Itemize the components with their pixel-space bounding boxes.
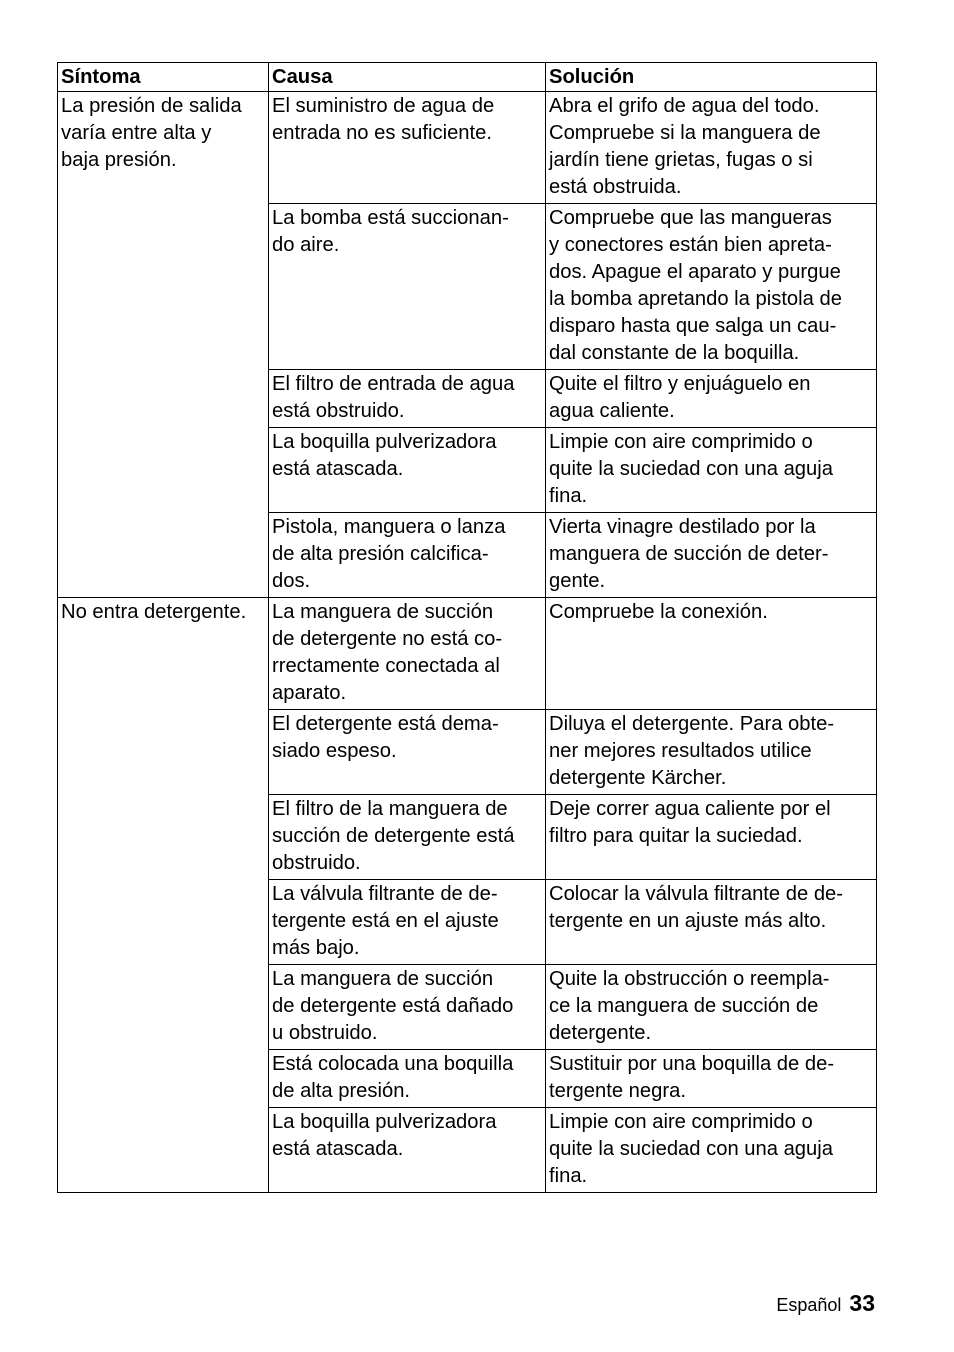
symptom-cell: No entra detergente. [58, 598, 269, 1193]
cause-cell: La válvula filtrante de de- tergente está en el ajuste más bajo. [269, 880, 546, 965]
table-row [58, 598, 877, 710]
cause-cell: La manguera de succión de detergente no está co- rrectamente conectada al aparato. [269, 598, 546, 710]
solution-cell: Colocar la válvula filtrante de de- tergente en un ajuste más alto. [546, 880, 877, 965]
cause-cell: Pistola, manguera o lanza de alta presión calcifica- dos. [269, 513, 546, 598]
page-footer [776, 1290, 875, 1322]
solution-cell: Limpie con aire comprimido o quite la suciedad con una aguja fina. [546, 428, 877, 513]
cause-cell: El detergente está dema- siado espeso. [269, 710, 546, 795]
header-solution: Solución [546, 63, 877, 92]
header-symptom: Síntoma [58, 63, 269, 92]
solution-cell: Diluya el detergente. Para obte- ner mejores resultados utilice detergente Kärcher. [546, 710, 877, 795]
symptom-cell: La presión de salida varía entre alta y baja presión. [58, 92, 269, 598]
cause-cell: La bomba está succionan- do aire. [269, 204, 546, 370]
troubleshooting-table [57, 62, 877, 1193]
cause-cell: La boquilla pulverizadora está atascada. [269, 1108, 546, 1193]
solution-cell: Compruebe que las mangueras y conectores están bien apreta- dos. Apague el aparato y purgue la bomba apretando la pistola de disparo hasta que salga un cau- dal constante de la boquilla. [546, 204, 877, 370]
solution-cell: Sustituir por una boquilla de de- tergente negra. [546, 1050, 877, 1108]
solution-cell: Limpie con aire comprimido o quite la suciedad con una aguja fina. [546, 1108, 877, 1193]
solution-cell: Vierta vinagre destilado por la manguera de succión de deter- gente. [546, 513, 877, 598]
page-number: 33 [849, 1290, 875, 1316]
cause-cell: La manguera de succión de detergente está dañado u obstruido. [269, 965, 546, 1050]
cause-cell: La boquilla pulverizadora está atascada. [269, 428, 546, 513]
cause-cell: El filtro de entrada de agua está obstruido. [269, 370, 546, 428]
solution-cell: Abra el grifo de agua del todo. Compruebe si la manguera de jardín tiene grietas, fugas o si está obstruida. [546, 92, 877, 204]
header-cause: Causa [269, 63, 546, 92]
solution-cell: Deje correr agua caliente por el filtro para quitar la suciedad. [546, 795, 877, 880]
table-header-row [58, 63, 877, 92]
solution-cell: Quite la obstrucción o reempla- ce la manguera de succión de detergente. [546, 965, 877, 1050]
table-row [58, 92, 877, 204]
cause-cell: Está colocada una boquilla de alta presión. [269, 1050, 546, 1108]
cause-cell: El filtro de la manguera de succión de detergente está obstruido. [269, 795, 546, 880]
footer-language: Español [776, 1295, 842, 1315]
solution-cell: Compruebe la conexión. [546, 598, 877, 710]
cause-cell: El suministro de agua de entrada no es suficiente. [269, 92, 546, 204]
solution-cell: Quite el filtro y enjuáguelo en agua caliente. [546, 370, 877, 428]
